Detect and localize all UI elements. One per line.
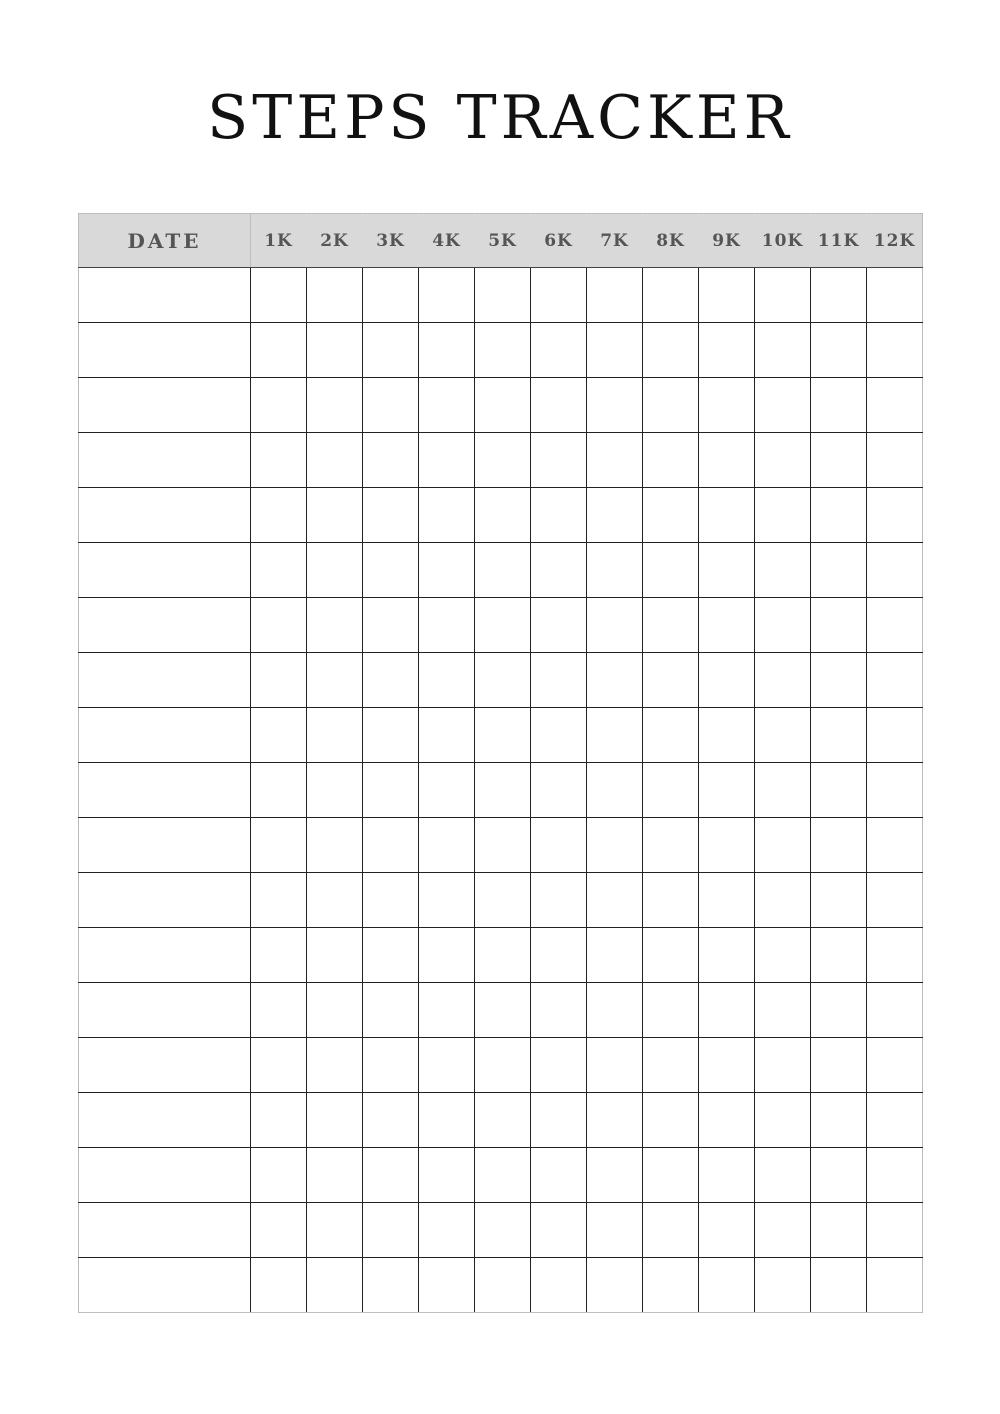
step-cell-5k[interactable] (475, 488, 531, 543)
step-cell-1k[interactable] (251, 1203, 307, 1258)
step-cell-1k[interactable] (251, 488, 307, 543)
step-cell-8k[interactable] (643, 1258, 699, 1313)
step-column-header-11k: 11K (811, 214, 867, 268)
step-cell-7k[interactable] (587, 928, 643, 983)
step-cell-5k[interactable] (475, 598, 531, 653)
table-row (79, 323, 923, 378)
date-cell[interactable] (79, 818, 251, 873)
step-column-header-5k: 5K (475, 214, 531, 268)
step-cell-4k[interactable] (419, 1148, 475, 1203)
step-cell-9k[interactable] (699, 378, 755, 433)
step-cell-9k[interactable] (699, 1258, 755, 1313)
step-cell-3k[interactable] (363, 928, 419, 983)
step-cell-12k[interactable] (867, 323, 923, 378)
step-cell-12k[interactable] (867, 928, 923, 983)
step-cell-11k[interactable] (811, 708, 867, 763)
step-cell-8k[interactable] (643, 873, 699, 928)
step-cell-6k[interactable] (531, 653, 587, 708)
step-cell-10k[interactable] (755, 543, 811, 598)
step-cell-6k[interactable] (531, 543, 587, 598)
table-row (79, 983, 923, 1038)
step-cell-9k[interactable] (699, 818, 755, 873)
step-cell-4k[interactable] (419, 873, 475, 928)
step-cell-7k[interactable] (587, 983, 643, 1038)
date-cell[interactable] (79, 1148, 251, 1203)
step-cell-1k[interactable] (251, 378, 307, 433)
step-cell-3k[interactable] (363, 268, 419, 323)
step-cell-11k[interactable] (811, 763, 867, 818)
step-cell-1k[interactable] (251, 1258, 307, 1313)
step-cell-1k[interactable] (251, 1093, 307, 1148)
step-cell-7k[interactable] (587, 598, 643, 653)
table-row (79, 1203, 923, 1258)
step-cell-7k[interactable] (587, 708, 643, 763)
step-cell-6k[interactable] (531, 983, 587, 1038)
table-row (79, 1258, 923, 1313)
step-cell-4k[interactable] (419, 1038, 475, 1093)
step-cell-4k[interactable] (419, 323, 475, 378)
step-cell-7k[interactable] (587, 653, 643, 708)
date-cell[interactable] (79, 653, 251, 708)
date-cell[interactable] (79, 1093, 251, 1148)
step-cell-4k[interactable] (419, 763, 475, 818)
step-cell-7k[interactable] (587, 268, 643, 323)
step-cell-7k[interactable] (587, 763, 643, 818)
page-title: STEPS TRACKER (207, 83, 793, 153)
step-cell-2k[interactable] (307, 818, 363, 873)
step-cell-8k[interactable] (643, 763, 699, 818)
date-cell[interactable] (79, 323, 251, 378)
step-cell-8k[interactable] (643, 323, 699, 378)
step-cell-9k[interactable] (699, 323, 755, 378)
step-cell-5k[interactable] (475, 1258, 531, 1313)
step-cell-2k[interactable] (307, 1258, 363, 1313)
step-cell-10k[interactable] (755, 378, 811, 433)
date-cell[interactable] (79, 983, 251, 1038)
step-cell-1k[interactable] (251, 543, 307, 598)
step-cell-1k[interactable] (251, 653, 307, 708)
step-cell-12k[interactable] (867, 818, 923, 873)
step-cell-1k[interactable] (251, 763, 307, 818)
step-cell-11k[interactable] (811, 378, 867, 433)
step-cell-4k[interactable] (419, 1203, 475, 1258)
step-cell-7k[interactable] (587, 1038, 643, 1093)
step-cell-5k[interactable] (475, 543, 531, 598)
step-cell-7k[interactable] (587, 1203, 643, 1258)
step-cell-4k[interactable] (419, 653, 475, 708)
step-cell-5k[interactable] (475, 928, 531, 983)
table-row (79, 433, 923, 488)
step-cell-3k[interactable] (363, 1203, 419, 1258)
step-cell-6k[interactable] (531, 1148, 587, 1203)
step-cell-12k[interactable] (867, 708, 923, 763)
step-cell-10k[interactable] (755, 708, 811, 763)
step-cell-1k[interactable] (251, 323, 307, 378)
step-cell-10k[interactable] (755, 983, 811, 1038)
step-cell-3k[interactable] (363, 763, 419, 818)
table-row (79, 543, 923, 598)
step-cell-1k[interactable] (251, 268, 307, 323)
date-cell[interactable] (79, 873, 251, 928)
step-cell-8k[interactable] (643, 488, 699, 543)
step-cell-6k[interactable] (531, 928, 587, 983)
step-cell-3k[interactable] (363, 818, 419, 873)
step-cell-6k[interactable] (531, 763, 587, 818)
step-cell-2k[interactable] (307, 598, 363, 653)
date-cell[interactable] (79, 1038, 251, 1093)
step-cell-10k[interactable] (755, 598, 811, 653)
step-cell-10k[interactable] (755, 488, 811, 543)
step-cell-3k[interactable] (363, 378, 419, 433)
step-cell-12k[interactable] (867, 653, 923, 708)
step-cell-12k[interactable] (867, 763, 923, 818)
table-row (79, 708, 923, 763)
step-column-header-10k: 10K (755, 214, 811, 268)
step-column-header-8k: 8K (643, 214, 699, 268)
step-cell-4k[interactable] (419, 488, 475, 543)
step-cell-3k[interactable] (363, 983, 419, 1038)
step-cell-5k[interactable] (475, 818, 531, 873)
tracker-body (79, 268, 923, 1313)
step-cell-3k[interactable] (363, 873, 419, 928)
step-cell-6k[interactable] (531, 708, 587, 763)
date-cell[interactable] (79, 378, 251, 433)
step-cell-6k[interactable] (531, 818, 587, 873)
step-cell-3k[interactable] (363, 488, 419, 543)
date-cell[interactable] (79, 488, 251, 543)
step-cell-5k[interactable] (475, 708, 531, 763)
step-cell-12k[interactable] (867, 873, 923, 928)
step-cell-4k[interactable] (419, 928, 475, 983)
step-cell-7k[interactable] (587, 543, 643, 598)
step-cell-2k[interactable] (307, 268, 363, 323)
step-cell-8k[interactable] (643, 1203, 699, 1258)
step-cell-8k[interactable] (643, 598, 699, 653)
step-cell-10k[interactable] (755, 268, 811, 323)
step-cell-12k[interactable] (867, 1093, 923, 1148)
step-cell-10k[interactable] (755, 763, 811, 818)
step-cell-3k[interactable] (363, 323, 419, 378)
step-cell-9k[interactable] (699, 653, 755, 708)
step-cell-3k[interactable] (363, 543, 419, 598)
step-cell-5k[interactable] (475, 1148, 531, 1203)
step-cell-1k[interactable] (251, 983, 307, 1038)
step-cell-2k[interactable] (307, 653, 363, 708)
step-cell-10k[interactable] (755, 1038, 811, 1093)
step-cell-10k[interactable] (755, 1203, 811, 1258)
step-cell-11k[interactable] (811, 1203, 867, 1258)
step-cell-9k[interactable] (699, 1093, 755, 1148)
step-column-header-1k: 1K (251, 214, 307, 268)
step-cell-10k[interactable] (755, 323, 811, 378)
step-cell-10k[interactable] (755, 1148, 811, 1203)
step-column-header-4k: 4K (419, 214, 475, 268)
step-cell-4k[interactable] (419, 378, 475, 433)
date-cell[interactable] (79, 928, 251, 983)
date-cell[interactable] (79, 1203, 251, 1258)
step-cell-1k[interactable] (251, 598, 307, 653)
step-cell-2k[interactable] (307, 1203, 363, 1258)
step-cell-10k[interactable] (755, 433, 811, 488)
table-row (79, 378, 923, 433)
date-column-header: DATE (79, 214, 251, 268)
step-cell-6k[interactable] (531, 873, 587, 928)
step-cell-3k[interactable] (363, 1038, 419, 1093)
step-cell-9k[interactable] (699, 1038, 755, 1093)
step-cell-5k[interactable] (475, 983, 531, 1038)
step-cell-5k[interactable] (475, 873, 531, 928)
step-cell-2k[interactable] (307, 983, 363, 1038)
step-cell-12k[interactable] (867, 1038, 923, 1093)
step-cell-7k[interactable] (587, 378, 643, 433)
step-cell-11k[interactable] (811, 323, 867, 378)
step-cell-8k[interactable] (643, 433, 699, 488)
table-row (79, 818, 923, 873)
step-cell-11k[interactable] (811, 488, 867, 543)
step-cell-9k[interactable] (699, 488, 755, 543)
step-cell-3k[interactable] (363, 708, 419, 763)
step-cell-7k[interactable] (587, 1148, 643, 1203)
step-cell-6k[interactable] (531, 1038, 587, 1093)
step-cell-12k[interactable] (867, 543, 923, 598)
step-cell-11k[interactable] (811, 1148, 867, 1203)
steps-tracker-table (78, 213, 923, 1313)
step-cell-12k[interactable] (867, 983, 923, 1038)
step-cell-7k[interactable] (587, 873, 643, 928)
step-cell-3k[interactable] (363, 1258, 419, 1313)
step-cell-5k[interactable] (475, 1038, 531, 1093)
step-cell-8k[interactable] (643, 708, 699, 763)
step-cell-3k[interactable] (363, 1148, 419, 1203)
step-cell-10k[interactable] (755, 818, 811, 873)
step-cell-11k[interactable] (811, 433, 867, 488)
step-cell-9k[interactable] (699, 433, 755, 488)
step-cell-4k[interactable] (419, 708, 475, 763)
step-cell-5k[interactable] (475, 433, 531, 488)
step-cell-8k[interactable] (643, 1093, 699, 1148)
step-cell-9k[interactable] (699, 873, 755, 928)
step-cell-9k[interactable] (699, 598, 755, 653)
step-cell-1k[interactable] (251, 928, 307, 983)
step-cell-7k[interactable] (587, 818, 643, 873)
step-cell-12k[interactable] (867, 1258, 923, 1313)
step-cell-11k[interactable] (811, 1093, 867, 1148)
step-cell-4k[interactable] (419, 433, 475, 488)
step-cell-3k[interactable] (363, 598, 419, 653)
step-cell-9k[interactable] (699, 268, 755, 323)
step-cell-7k[interactable] (587, 1258, 643, 1313)
step-cell-8k[interactable] (643, 928, 699, 983)
table-row (79, 763, 923, 818)
step-cell-6k[interactable] (531, 1258, 587, 1313)
step-cell-8k[interactable] (643, 818, 699, 873)
step-cell-8k[interactable] (643, 983, 699, 1038)
step-cell-5k[interactable] (475, 378, 531, 433)
table-row (79, 598, 923, 653)
step-cell-2k[interactable] (307, 433, 363, 488)
step-cell-9k[interactable] (699, 983, 755, 1038)
step-cell-11k[interactable] (811, 1038, 867, 1093)
step-cell-8k[interactable] (643, 1148, 699, 1203)
date-cell[interactable] (79, 433, 251, 488)
step-cell-1k[interactable] (251, 1148, 307, 1203)
step-cell-12k[interactable] (867, 433, 923, 488)
step-cell-4k[interactable] (419, 598, 475, 653)
step-cell-2k[interactable] (307, 378, 363, 433)
step-cell-9k[interactable] (699, 763, 755, 818)
step-cell-1k[interactable] (251, 708, 307, 763)
step-cell-2k[interactable] (307, 1093, 363, 1148)
step-cell-2k[interactable] (307, 873, 363, 928)
step-cell-7k[interactable] (587, 323, 643, 378)
step-cell-10k[interactable] (755, 1093, 811, 1148)
step-cell-4k[interactable] (419, 983, 475, 1038)
step-cell-2k[interactable] (307, 1038, 363, 1093)
step-column-header-6k: 6K (531, 214, 587, 268)
step-cell-12k[interactable] (867, 268, 923, 323)
step-cell-12k[interactable] (867, 488, 923, 543)
step-cell-8k[interactable] (643, 268, 699, 323)
step-cell-11k[interactable] (811, 818, 867, 873)
step-column-header-9k: 9K (699, 214, 755, 268)
step-cell-6k[interactable] (531, 1203, 587, 1258)
step-cell-1k[interactable] (251, 1038, 307, 1093)
date-cell[interactable] (79, 543, 251, 598)
step-cell-8k[interactable] (643, 1038, 699, 1093)
date-cell[interactable] (79, 763, 251, 818)
step-cell-2k[interactable] (307, 543, 363, 598)
step-cell-1k[interactable] (251, 433, 307, 488)
step-cell-2k[interactable] (307, 1148, 363, 1203)
step-cell-4k[interactable] (419, 818, 475, 873)
table-row (79, 653, 923, 708)
step-cell-5k[interactable] (475, 268, 531, 323)
step-cell-1k[interactable] (251, 873, 307, 928)
step-cell-3k[interactable] (363, 1093, 419, 1148)
step-cell-9k[interactable] (699, 1203, 755, 1258)
step-cell-11k[interactable] (811, 928, 867, 983)
table-row (79, 1038, 923, 1093)
date-cell[interactable] (79, 268, 251, 323)
step-cell-10k[interactable] (755, 1258, 811, 1313)
date-cell[interactable] (79, 598, 251, 653)
step-column-header-2k: 2K (307, 214, 363, 268)
step-cell-4k[interactable] (419, 1258, 475, 1313)
step-cell-5k[interactable] (475, 763, 531, 818)
step-column-header-3k: 3K (363, 214, 419, 268)
step-cell-5k[interactable] (475, 1093, 531, 1148)
step-cell-10k[interactable] (755, 873, 811, 928)
table-row (79, 1148, 923, 1203)
step-cell-1k[interactable] (251, 818, 307, 873)
step-cell-8k[interactable] (643, 653, 699, 708)
table-row (79, 873, 923, 928)
step-cell-8k[interactable] (643, 543, 699, 598)
step-cell-11k[interactable] (811, 268, 867, 323)
step-cell-7k[interactable] (587, 488, 643, 543)
step-cell-7k[interactable] (587, 1093, 643, 1148)
step-cell-2k[interactable] (307, 928, 363, 983)
table-row (79, 488, 923, 543)
step-cell-6k[interactable] (531, 433, 587, 488)
step-cell-2k[interactable] (307, 763, 363, 818)
step-cell-2k[interactable] (307, 488, 363, 543)
step-cell-3k[interactable] (363, 433, 419, 488)
table-row (79, 1093, 923, 1148)
step-cell-5k[interactable] (475, 323, 531, 378)
step-cell-6k[interactable] (531, 323, 587, 378)
step-cell-4k[interactable] (419, 1093, 475, 1148)
step-cell-11k[interactable] (811, 873, 867, 928)
step-cell-6k[interactable] (531, 268, 587, 323)
step-cell-12k[interactable] (867, 378, 923, 433)
step-cell-9k[interactable] (699, 928, 755, 983)
step-cell-12k[interactable] (867, 598, 923, 653)
step-cell-6k[interactable] (531, 488, 587, 543)
step-cell-9k[interactable] (699, 708, 755, 763)
table-row (79, 268, 923, 323)
step-cell-9k[interactable] (699, 1148, 755, 1203)
step-cell-4k[interactable] (419, 268, 475, 323)
step-cell-9k[interactable] (699, 543, 755, 598)
table-row (79, 928, 923, 983)
date-cell[interactable] (79, 708, 251, 763)
step-cell-7k[interactable] (587, 433, 643, 488)
step-cell-12k[interactable] (867, 1148, 923, 1203)
step-column-header-12k: 12K (867, 214, 923, 268)
step-cell-5k[interactable] (475, 1203, 531, 1258)
step-cell-5k[interactable] (475, 653, 531, 708)
step-cell-10k[interactable] (755, 928, 811, 983)
date-cell[interactable] (79, 1258, 251, 1313)
step-cell-8k[interactable] (643, 378, 699, 433)
step-cell-10k[interactable] (755, 653, 811, 708)
step-cell-3k[interactable] (363, 653, 419, 708)
step-cell-2k[interactable] (307, 323, 363, 378)
header-row (79, 214, 923, 268)
step-cell-11k[interactable] (811, 1258, 867, 1313)
step-column-header-7k: 7K (587, 214, 643, 268)
step-cell-11k[interactable] (811, 983, 867, 1038)
step-cell-6k[interactable] (531, 598, 587, 653)
step-cell-11k[interactable] (811, 653, 867, 708)
step-cell-12k[interactable] (867, 1203, 923, 1258)
step-cell-6k[interactable] (531, 378, 587, 433)
step-cell-11k[interactable] (811, 543, 867, 598)
step-cell-2k[interactable] (307, 708, 363, 763)
step-cell-4k[interactable] (419, 543, 475, 598)
step-cell-6k[interactable] (531, 1093, 587, 1148)
step-cell-11k[interactable] (811, 598, 867, 653)
